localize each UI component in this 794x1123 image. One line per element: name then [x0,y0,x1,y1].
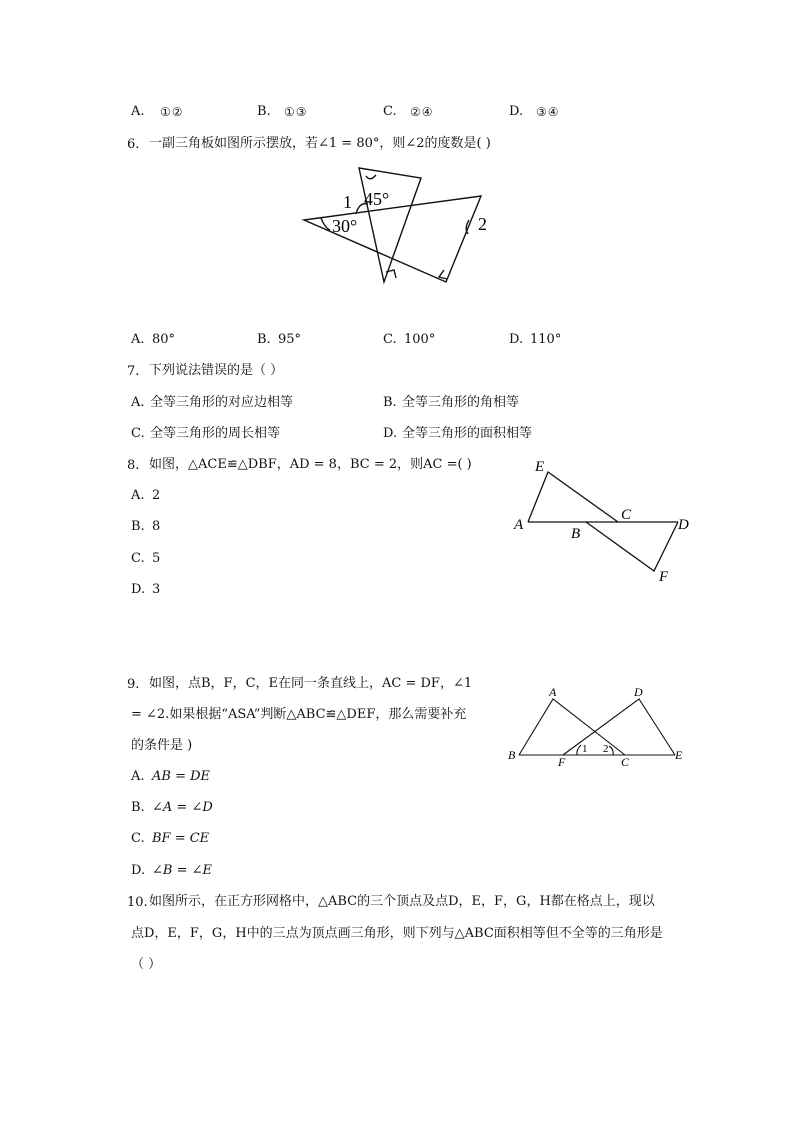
q9-stem-line-2: = ∠2.如果根据“ASA”判断△ABC≌△DEF，那么需要补充 [131,707,467,722]
q8-option-c-text: 5 [152,551,161,566]
q9-option-a-text: AB = DE [152,769,211,784]
q8-label-a: A [514,517,524,533]
q9-label-2: 2 [603,743,609,755]
q8-option-c-letter: C. [131,551,145,566]
q5-option-c-text: ②④ [410,105,434,119]
q9-number: 9. [127,677,140,692]
q9-stem-line-1: 如图，点B，F，C，E在同一条直线上，AC = DF，∠1 [149,676,473,691]
q9-label-c: C [621,755,630,766]
q8-option-d-text: 3 [152,582,161,597]
q8-label-f: F [659,569,669,585]
q7-stem: 下列说法错误的是（ ） [149,363,284,378]
q9-label-f: F [558,755,566,766]
q7-option-b-text: 全等三角形的角相等 [402,395,520,410]
q8-congruent-triangles-figure [508,455,698,587]
q9-label-b: B [508,748,516,762]
q8-stem: 如图，△ACE≌△DBF，AD = 8，BC = 2，则AC =( ) [149,457,472,472]
q7-option-d-letter: D. [383,426,398,441]
q8-option-b-text: 8 [152,519,161,534]
q6-triangle-30-60 [304,196,481,282]
q8-label-c: C [621,507,632,523]
q8-triangle-dbf [586,522,678,571]
q6-label-30: 30° [332,216,358,236]
q7-option-c-text: 全等三角形的周长相等 [150,426,281,441]
q8-option-b-letter: B. [131,519,145,534]
q9-label-1: 1 [582,743,588,755]
q6-triangle-figure [296,162,506,290]
q10-stem-line-1: 如图所示，在正方形网格中，△ABC的三个顶点及点D，E，F，G，H都在格点上，现以 [149,894,655,909]
q8-label-e: E [535,459,545,475]
q9-triangles-figure [505,684,690,766]
q6-option-c-text: 100° [404,332,436,347]
q5-option-b-text: ①③ [284,105,308,119]
q8-option-a-letter: A. [131,488,145,503]
q9-label-e: E [675,748,683,762]
q8-triangle-ace [528,472,618,522]
q10-stem-line-3: （ ） [131,957,162,972]
q9-label-a: A [549,685,557,699]
q8-option-a-text: 2 [152,488,161,503]
q6-option-d-letter: D. [509,332,524,347]
q8-label-b: B [571,526,581,542]
q9-option-d-letter: D. [131,863,146,878]
q6-number: 6. [127,137,140,152]
q7-option-a-letter: A. [131,395,145,410]
q9-option-c-letter: C. [131,831,145,846]
q7-option-d-text: 全等三角形的面积相等 [402,426,533,441]
q9-option-b-text: ∠A = ∠D [152,800,213,815]
q5-option-a-letter: A. [131,104,145,119]
q5-option-a-text: ①② [160,105,184,119]
q5-option-c-letter: C. [383,104,397,119]
q6-label-45: 45° [364,189,390,209]
q6-option-b-letter: B. [257,332,271,347]
q5-option-d-text: ③④ [536,105,560,119]
q9-label-d: D [634,685,643,699]
q6-stem: 一副三角板如图所示摆放，若∠1 = 80°，则∠2的度数是( ) [149,136,491,151]
q8-option-d-letter: D. [131,582,146,597]
q6-option-a-letter: A. [131,332,145,347]
q9-option-a-letter: A. [131,769,145,784]
q7-option-c-letter: C. [131,426,145,441]
q9-option-d-text: ∠B = ∠E [152,863,212,878]
q6-option-a-text: 80° [152,332,176,347]
q10-stem-line-2: 点D，E，F，G，H中的三点为顶点画三角形，则下列与△ABC面积相等但不全等的三角形是 [131,926,663,941]
q5-option-b-letter: B. [257,104,271,119]
q6-option-b-text: 95° [278,332,302,347]
q9-stem-line-3: 的条件是 ) [131,738,193,753]
q8-number: 8. [127,458,140,473]
q7-option-b-letter: B. [383,395,397,410]
q9-option-c-text: BF = CE [152,831,210,846]
q8-label-d: D [678,517,689,533]
q10-number: 10. [127,895,148,910]
q6-triangle-45 [359,168,421,282]
q7-option-a-text: 全等三角形的对应边相等 [150,395,294,410]
q5-option-d-letter: D. [509,104,524,119]
q6-label-2: 2 [478,214,487,234]
q6-option-d-text: 110° [530,332,562,347]
q6-label-1: 1 [343,192,352,212]
q9-option-b-letter: B. [131,800,145,815]
q6-option-c-letter: C. [383,332,397,347]
q7-number: 7. [127,364,140,379]
